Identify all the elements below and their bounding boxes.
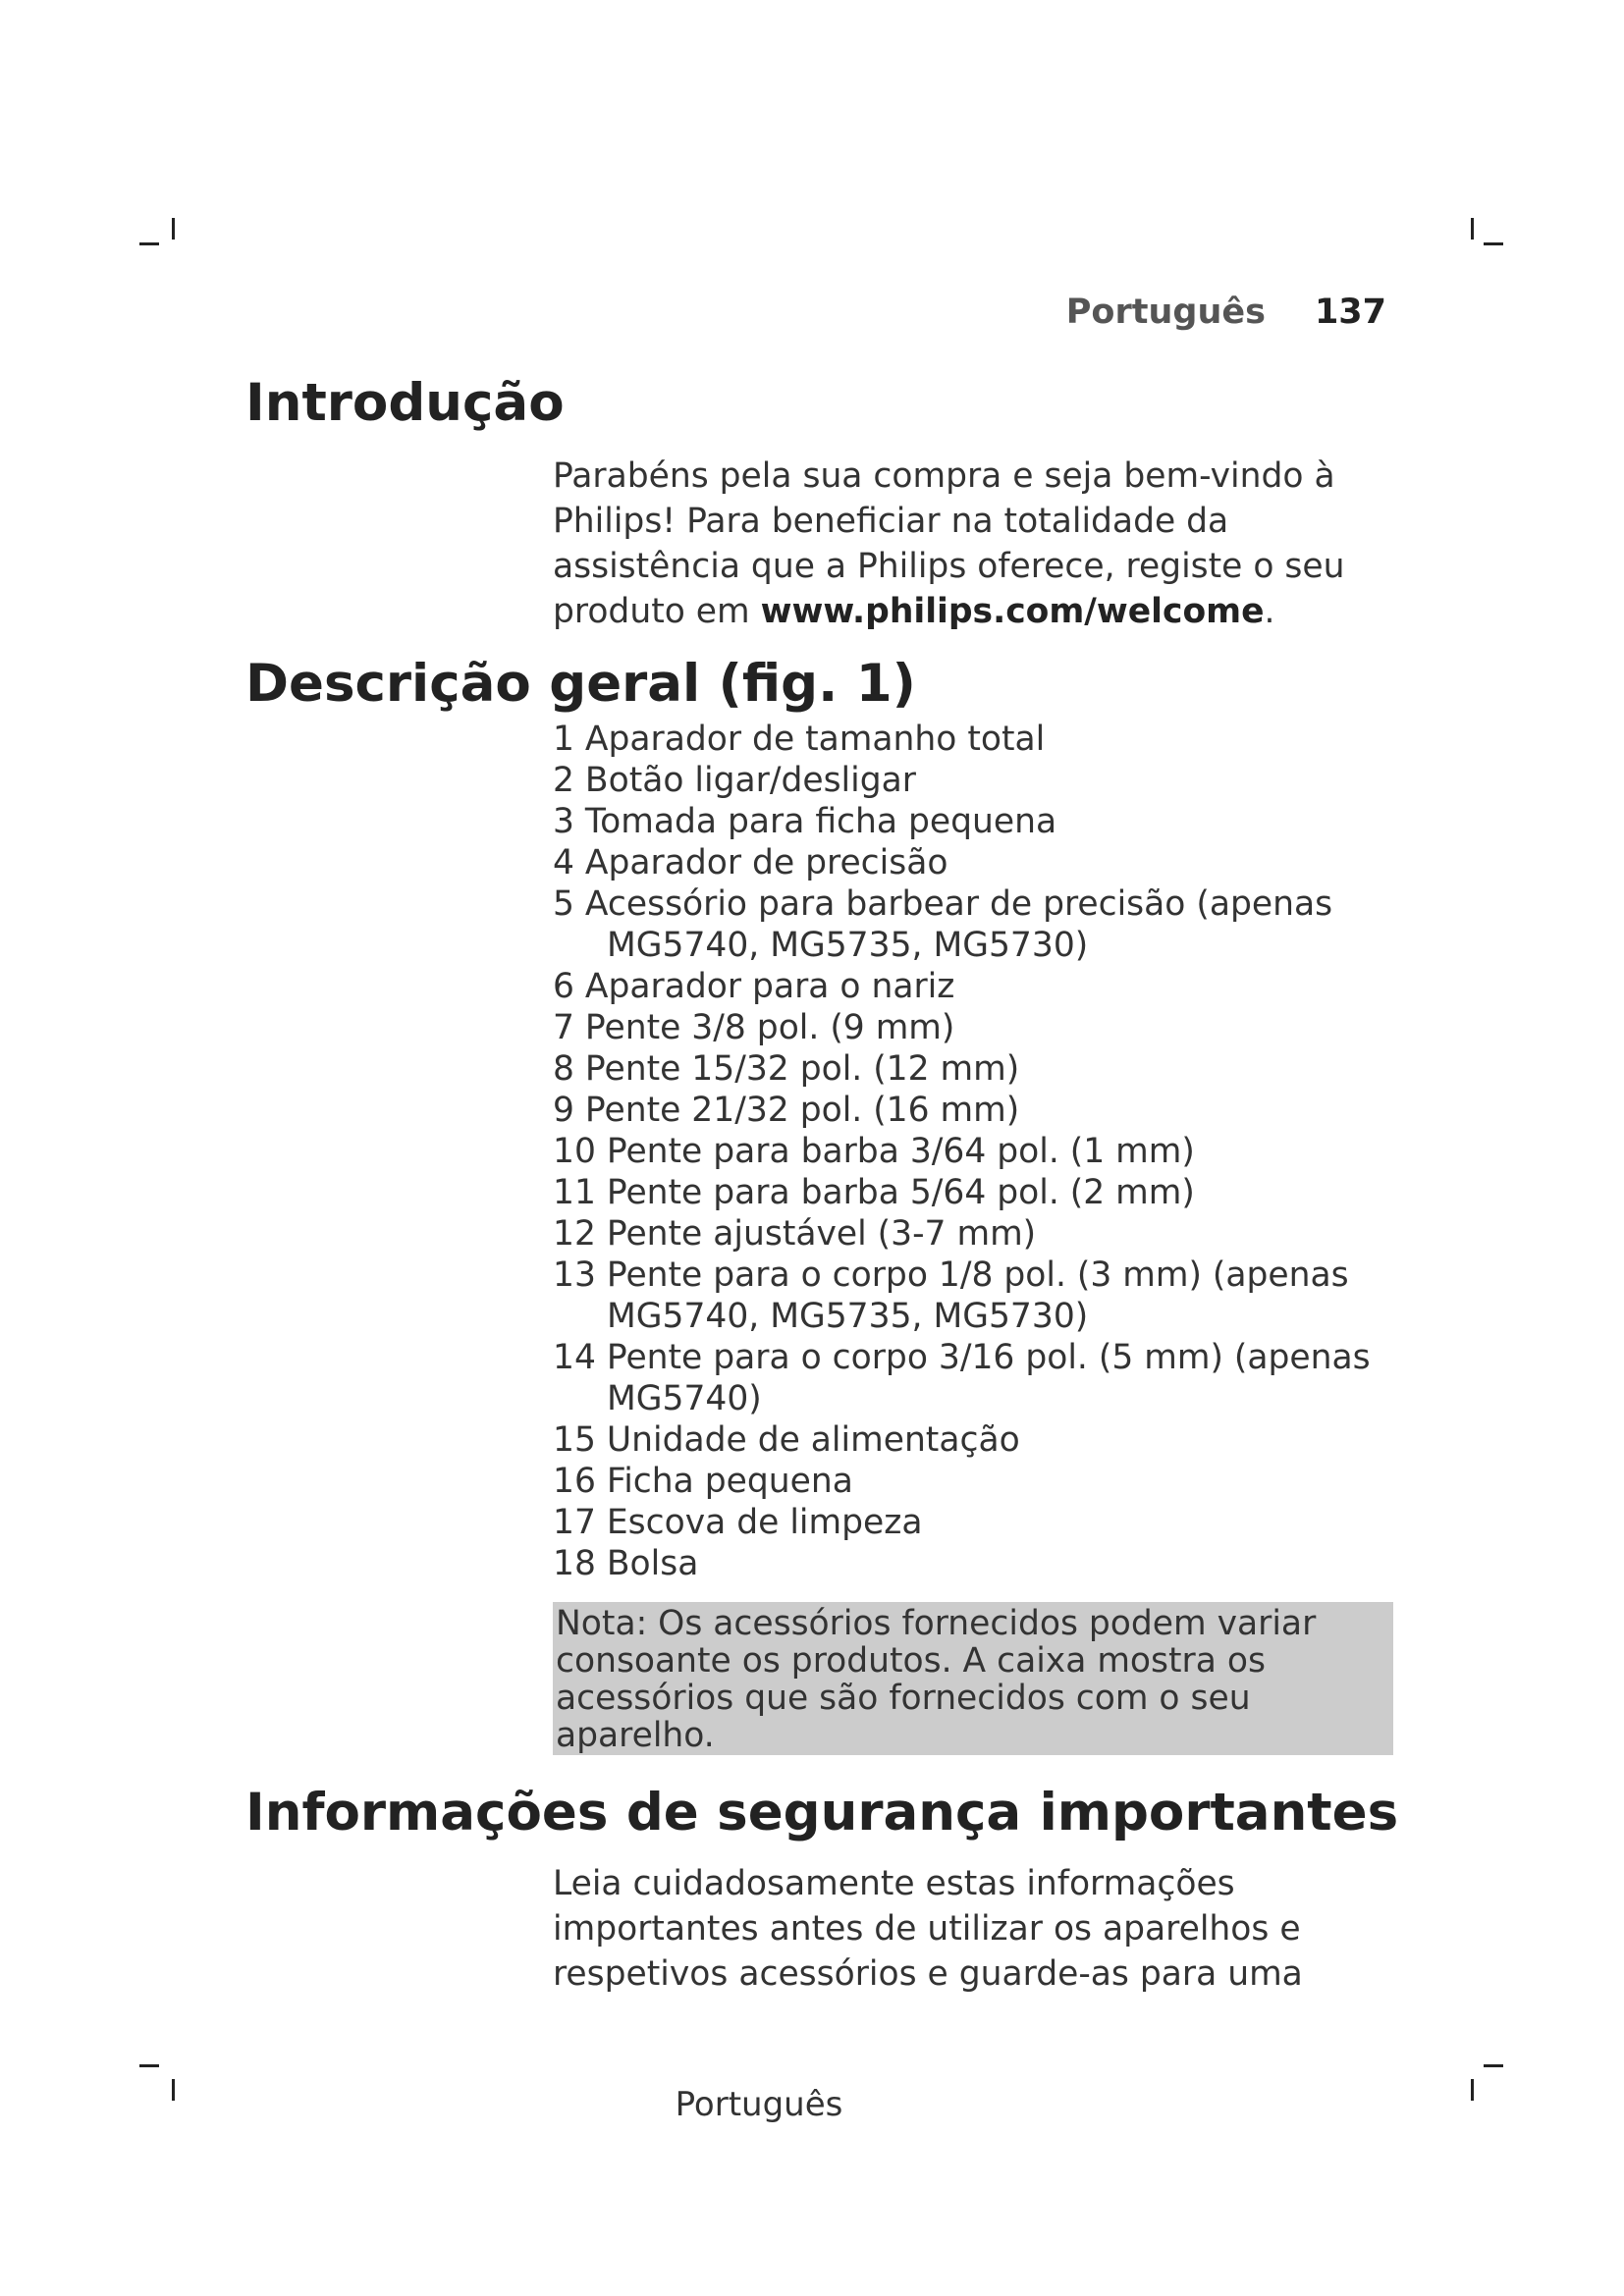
list-item: 17 Escova de limpeza [553,1503,923,1542]
list-item: 4 Aparador de precisão [553,843,948,882]
crop-mark-top-left-h [139,242,159,245]
overview-heading: Descrição geral (fig. 1) [245,654,916,714]
list-item: 18 Bolsa [553,1544,699,1583]
crop-mark-top-right-v [1471,218,1474,240]
list-item: 16 Ficha pequena [553,1462,853,1501]
page-number: 137 [1314,293,1386,332]
crop-mark-bottom-right-h [1484,2064,1503,2067]
crop-mark-bottom-left-h [139,2064,159,2067]
list-item: 10 Pente para barba 3/64 pol. (1 mm) [553,1132,1195,1171]
list-item: 14 Pente para o corpo 3/16 pol. (5 mm) (apenas MG5740) [553,1338,1371,1418]
list-item: 9 Pente 21/32 pol. (16 mm) [553,1091,1020,1130]
component-list [553,719,1397,1584]
safety-paragraph: Leia cuidadosamente estas informações importantes antes de utilizar os aparelhos e respetivos acessórios e guarde-as para uma [553,1864,1303,1994]
list-item: 11 Pente para barba 5/64 pol. (2 mm) [553,1173,1195,1212]
safety-heading: Informações de segurança importantes [245,1783,1399,1842]
list-item: 1 Aparador de tamanho total [553,720,1046,759]
running-header [1066,293,1386,336]
note-box: Nota: Os acessórios fornecidos podem variar consoante os produtos. A caixa mostra os acessórios que são fornecidos com o seu aparelho. [553,1602,1393,1755]
crop-mark-top-left-v [172,218,175,240]
intro-heading: Introdução [245,373,565,433]
header-language: Português [1065,293,1266,332]
list-item: 12 Pente ajustável (3-7 mm) [553,1214,1037,1254]
intro-text-end: . [1264,592,1275,631]
list-item: 5 Acessório para barbear de precisão (apenas MG5740, MG5735, MG5730) [553,884,1333,965]
list-item: 7 Pente 3/8 pol. (9 mm) [553,1008,955,1047]
list-item: 8 Pente 15/32 pol. (12 mm) [553,1049,1020,1089]
welcome-link[interactable]: www.philips.com/welcome [760,592,1265,631]
footer-language: Português [675,2085,843,2124]
intro-text: Parabéns pela sua compra e seja bem-vindo à Philips! Para beneficiar na totalidade da assistência que a Philips oferece, registe o seu produto em [553,456,1345,631]
list-item: 2 Botão ligar/desligar [553,761,916,800]
list-item: 3 Tomada para ficha pequena [553,802,1057,841]
list-item: 15 Unidade de alimentação [553,1420,1020,1460]
list-item: 6 Aparador para o nariz [553,967,955,1006]
list-item: 13 Pente para o corpo 1/8 pol. (3 mm) (apenas MG5740, MG5735, MG5730) [553,1255,1349,1336]
intro-paragraph [553,454,1358,634]
crop-mark-top-right-h [1484,242,1503,245]
